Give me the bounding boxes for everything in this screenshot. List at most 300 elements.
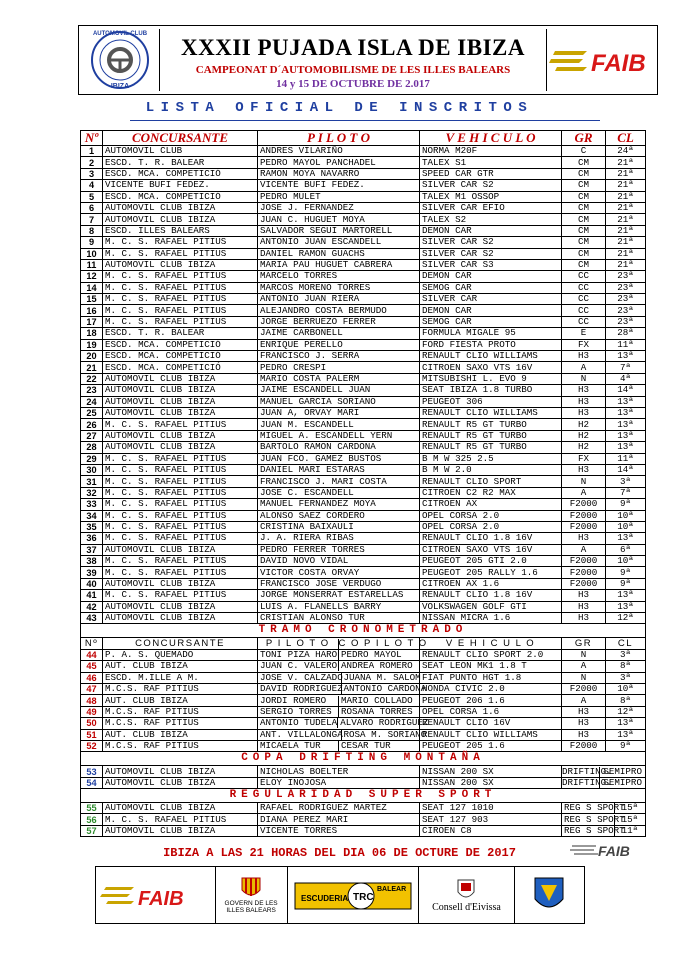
entry-group: H3 [562, 533, 606, 544]
tramo-copiloto: ANTONIO CARDONA [341, 684, 425, 694]
table-row [81, 825, 646, 836]
tramo-copiloto: JUANA M. SALOM [341, 673, 421, 683]
entry-number: 36 [81, 533, 103, 544]
tramo-title: TRAMO CRONOMETRADO [81, 624, 646, 638]
entry-group: F2000 [562, 578, 606, 589]
entry-piloto: MARCOS MORENO TORRES [258, 282, 420, 293]
entry-vehiculo: SEMOG CAR [420, 282, 562, 293]
table-row [81, 225, 646, 236]
entry-piloto: FRANCISCO J. MARI COSTA [258, 476, 420, 487]
entry-number: 22 [81, 373, 103, 384]
entry-vehiculo: CITROEN SAXO VTS 16V [420, 544, 562, 555]
table-row [81, 453, 646, 464]
entry-class: 21ª [606, 157, 646, 168]
entry-number: 11 [81, 259, 103, 270]
entry-vehiculo: SILVER CAR [420, 294, 562, 305]
table-row [81, 339, 646, 350]
entry-class: 13ª [606, 351, 646, 362]
tramo-vehiculo: HONDA CIVIC 2.0 [420, 683, 562, 694]
entry-vehiculo: PEUGEOT 306 [420, 396, 562, 407]
reg-type: REG S SPORT [564, 802, 625, 814]
entry-vehiculo: NORMA M20F [420, 146, 562, 157]
entry-group: H3 [562, 407, 606, 418]
entry-vehiculo: RENAULT CLIO WILLIAMS [420, 351, 562, 362]
col-header-piloto: P I L O T O [258, 131, 420, 146]
entry-class: 4ª [606, 373, 646, 384]
entry-group: F2000 [562, 556, 606, 567]
tramo-class: 3ª [606, 649, 646, 660]
drift-concursante: AUTOMOVIL CLUB IBIZA [103, 777, 258, 788]
entry-group: H2 [562, 430, 606, 441]
entry-vehiculo: SILVER CAR S2 [420, 180, 562, 191]
table-row [81, 180, 646, 191]
reg-class: 15ª [614, 815, 645, 825]
entry-vehiculo: CITROEN AX 1.6 [420, 578, 562, 589]
table-row [81, 328, 646, 339]
entry-vehiculo: SEAT IBIZA 1.8 TURBO [420, 385, 562, 396]
regularidad-body [81, 789, 646, 837]
tramo-group: A [562, 661, 606, 672]
entry-vehiculo: CITROEN C2 R2 MAX [420, 487, 562, 498]
tramo-class: 8ª [606, 695, 646, 706]
entry-vehiculo: MITSUBISHI L. EVO 9 [420, 373, 562, 384]
entry-piloto: RAMON MOYA NAVARRO [258, 168, 420, 179]
entry-group: A [562, 487, 606, 498]
entry-class: 11ª [606, 453, 646, 464]
tramo-piloto: ANT. VILLALONGA [260, 728, 343, 740]
tramo-col-piloto: P I L O T O [265, 637, 330, 649]
tramo-group: H3 [562, 729, 606, 740]
faib-small-logo-text: FAIB [598, 843, 630, 859]
entry-vehiculo: SPEED CAR GTR [420, 168, 562, 179]
entry-piloto: SALVADOR SEGUI MARTORELL [258, 225, 420, 236]
entry-number: 33 [81, 499, 103, 510]
entry-group: CC [562, 271, 606, 282]
tramo-piloto: TONI PIZA HARO [260, 648, 338, 660]
table-row [81, 601, 646, 612]
entry-piloto: MIGUEL A. ESCANDELL YERN [258, 430, 420, 441]
entry-class: 9ª [606, 499, 646, 510]
entry-number: 14 [81, 282, 103, 293]
entry-group: CM [562, 225, 606, 236]
entry-piloto: JOSE J. FERNANDEZ [258, 202, 420, 213]
entry-group: A [562, 362, 606, 373]
entry-piloto: VICENTE BUFI FEDEZ. [258, 180, 420, 191]
entry-piloto: JUAN M. ESCANDELL [258, 419, 420, 430]
entry-class: 13ª [606, 407, 646, 418]
tramo-crew [258, 683, 427, 695]
entry-vehiculo: NISSAN MICRA 1.6 [420, 613, 562, 624]
entry-vehiculo: DEMON CAR [420, 271, 562, 282]
entry-concursante: AUTOMOVIL CLUB IBIZA [103, 613, 258, 624]
tramo-copiloto: PEDRO MAYOL [338, 650, 419, 660]
entry-vehiculo: SILVER CAR S2 [420, 248, 562, 259]
tramo-col-group: GR [562, 638, 606, 649]
entry-class: 13ª [606, 601, 646, 612]
entry-piloto: ALONSO SAEZ CORDERO [258, 510, 420, 521]
tramo-group: H3 [562, 706, 606, 717]
entry-piloto: MARIA PAU HUGUET CABRERA [258, 259, 420, 270]
table-row [81, 464, 646, 475]
entry-concursante: M. C. S. RAFAEL PITIUS [103, 282, 258, 293]
event-dates: 14 y 15 DE OCTUBRE DE 2.017 [276, 78, 430, 90]
table-row [81, 718, 646, 729]
sponsor-trc [288, 867, 419, 923]
entry-group: CC [562, 294, 606, 305]
entry-concursante: M. C. S. RAFAEL PITIUS [103, 419, 258, 430]
entry-piloto: JUAN FCO. GAMEZ BUSTOS [258, 453, 420, 464]
reg-type: REG S SPORT [564, 825, 625, 837]
entry-concursante: M. C. S. RAFAEL PITIUS [103, 521, 258, 532]
table-row [81, 590, 646, 601]
tramo-piloto: JUAN C. VALERO [260, 660, 338, 672]
entry-class: 9ª [606, 567, 646, 578]
tramo-group: N [562, 649, 606, 660]
entry-piloto: JORGE MONSERRAT ESTARELLAS [258, 590, 420, 601]
sponsors-bar [95, 866, 585, 924]
tramo-class: 13ª [606, 718, 646, 729]
entry-number: 7 [81, 214, 103, 225]
tramo-col-copiloto: C O P I L O T O [338, 637, 428, 649]
entry-group: H3 [562, 351, 606, 362]
entry-number: 31 [81, 476, 103, 487]
tramo-group: F2000 [562, 683, 606, 694]
entry-number: 21 [81, 362, 103, 373]
entry-piloto: ANTONIO JUAN ESCANDELL [258, 237, 420, 248]
drifting-title: COPA DRIFTING MONTAÑA [81, 752, 646, 766]
tramo-copiloto: CESAR TUR [338, 741, 419, 751]
table-row [81, 237, 646, 248]
entry-concursante: M. C. S. RAFAEL PITIUS [103, 476, 258, 487]
entry-concursante: M. C. S. RAFAEL PITIUS [103, 316, 258, 327]
entry-concursante: VICENTE BUFI FEDEZ. [103, 180, 258, 191]
table-row [81, 613, 646, 624]
tramo-vehiculo: RENAULT CLIO SPORT 2.0 [420, 649, 562, 660]
entry-class: 13ª [606, 419, 646, 430]
sponsor-govern [216, 867, 288, 923]
reg-category [562, 825, 646, 836]
entry-class: 10ª [606, 510, 646, 521]
entry-number: 9 [81, 237, 103, 248]
entry-vehiculo: RENAULT R5 GT TURBO [420, 430, 562, 441]
table-row [81, 476, 646, 487]
entry-class: 21ª [606, 237, 646, 248]
tramo-concursante: M.C.S. RAF PITIUS [103, 718, 258, 729]
entry-vehiculo: TALEX S1 [420, 157, 562, 168]
tramo-class: 8ª [606, 661, 646, 672]
table-row [81, 259, 646, 270]
entry-number: 1 [81, 146, 103, 157]
entry-number: 40 [81, 578, 103, 589]
table-row [81, 683, 646, 694]
consell-shield-icon [456, 878, 476, 902]
entry-concursante: ESCD. T. R. BALEAR [103, 328, 258, 339]
entry-vehiculo: B M W 2.0 [420, 464, 562, 475]
entry-number: 43 [81, 613, 103, 624]
entry-class: 12ª [606, 613, 646, 624]
entry-piloto: ENRIQUE PERELLO [258, 339, 420, 350]
entry-class: 23ª [606, 305, 646, 316]
entry-number: 37 [81, 544, 103, 555]
entry-concursante: ESCD. ILLES BALEARS [103, 225, 258, 236]
table-row [81, 578, 646, 589]
entry-group: H2 [562, 419, 606, 430]
table-row [81, 396, 646, 407]
entry-class: 7ª [606, 487, 646, 498]
entry-vehiculo: CITROEN AX [420, 499, 562, 510]
entry-class: 23ª [606, 282, 646, 293]
tramo-class: 9ª [606, 740, 646, 751]
entry-vehiculo: DEMON CAR [420, 305, 562, 316]
entry-concursante: AUTOMOVIL CLUB IBIZA [103, 578, 258, 589]
drifting-section-header [81, 752, 646, 766]
entry-concursante: M. C. S. RAFAEL PITIUS [103, 453, 258, 464]
tramo-copiloto: ALVARO RODRIGUEZ [337, 718, 421, 728]
govern-shield-icon [240, 876, 262, 900]
entry-class: 21ª [606, 248, 646, 259]
entry-class: 14ª [606, 464, 646, 475]
entry-vehiculo: SILVER CAR S2 [420, 237, 562, 248]
entry-vehiculo: RENAULT CLIO WILLIAMS [420, 407, 562, 418]
entry-piloto: CRISTINA BAIXAULI [258, 521, 420, 532]
tramo-concursante: P. A. S. QUEMADO [103, 649, 258, 660]
entry-concursante: M. C. S. RAFAEL PITIUS [103, 556, 258, 567]
entry-piloto: MARIO COSTA PALERM [258, 373, 420, 384]
drift-piloto: NICHOLAS BOELTER [258, 766, 420, 777]
entry-piloto: BARTOLO RAMON CARDONA [258, 442, 420, 453]
entry-class: 13ª [606, 533, 646, 544]
entry-group: CM [562, 248, 606, 259]
entry-piloto: DANIEL RAMON GUACHS [258, 248, 420, 259]
entry-vehiculo: PEUGEOT 205 RALLY 1.6 [420, 567, 562, 578]
entry-group: CM [562, 180, 606, 191]
entry-concursante: AUTOMOVIL CLUB IBIZA [103, 544, 258, 555]
entry-concursante: AUTOMOVIL CLUB IBIZA [103, 396, 258, 407]
faib-logo [546, 29, 657, 91]
tramo-piloto: SERGIO TORRES [260, 705, 332, 717]
tramo-concursante: AUT. CLUB IBIZA [103, 695, 258, 706]
entry-class: 13ª [606, 396, 646, 407]
table-row [81, 385, 646, 396]
entries-table [80, 130, 646, 837]
entry-class: 14ª [606, 385, 646, 396]
entry-group: FX [562, 339, 606, 350]
entry-vehiculo: SILVER CAR S3 [420, 259, 562, 270]
col-header-concursante: CONCURSANTE [103, 131, 258, 146]
entry-number: 17 [81, 316, 103, 327]
entry-number: 18 [81, 328, 103, 339]
entry-class: 28ª [606, 328, 646, 339]
entry-group: N [562, 476, 606, 487]
entry-group: C [562, 146, 606, 157]
entry-concursante: ESCD. MCA. COMPETICIÓ [103, 351, 258, 362]
entry-group: F2000 [562, 567, 606, 578]
entry-piloto: ANDRES VILARIÑO [258, 146, 420, 157]
entry-number: 27 [81, 430, 103, 441]
entry-group: A [562, 544, 606, 555]
championship-subtitle: CAMPEONAT D´AUTOMOBILISME DE LES ILLES BALEARS [195, 64, 511, 76]
entry-concursante: M. C. S. RAFAEL PITIUS [103, 567, 258, 578]
tramo-group: H3 [562, 718, 606, 729]
reg-piloto: VICENTE TORRES [258, 825, 420, 836]
entry-group: F2000 [562, 510, 606, 521]
entry-class: 3ª [606, 476, 646, 487]
entry-group: CM [562, 214, 606, 225]
entry-class: 21ª [606, 180, 646, 191]
entry-group: CC [562, 316, 606, 327]
tramo-concursante: M.C.S. RAF PITIUS [103, 740, 258, 751]
drift-piloto: ELOY INOJOSA [258, 777, 420, 788]
tramo-number: 45 [81, 661, 103, 672]
entry-number: 32 [81, 487, 103, 498]
table-row [81, 544, 646, 555]
entry-concursante: ESCD. MCA. COMPETICIÓ [103, 168, 258, 179]
tramo-concursante: AUT. CLUB IBIZA [103, 661, 258, 672]
entry-group: CM [562, 168, 606, 179]
reg-piloto: DIANA PEREZ MARI [258, 814, 420, 825]
list-title: LISTA OFICIAL DE INSCRITOS [145, 100, 534, 116]
entry-piloto: DAVID NOVO VIDAL [258, 556, 420, 567]
drift-type: DRIFTING. [562, 765, 612, 777]
svg-text:BALEAR: BALEAR [376, 886, 407, 893]
svg-text:TRC: TRC [352, 892, 374, 903]
header-box [78, 25, 658, 95]
reg-type: REG S SPORT [564, 813, 625, 825]
tramo-number: 50 [81, 718, 103, 729]
entry-class: 24ª [606, 146, 646, 157]
drift-concursante: AUTOMOVIL CLUB IBIZA [103, 766, 258, 777]
table-row [81, 271, 646, 282]
entry-piloto: JAIME CARBONELL [258, 328, 420, 339]
entry-concursante: AUTOMOVIL CLUB [103, 146, 258, 157]
entry-group: CC [562, 305, 606, 316]
entry-class: 21ª [606, 225, 646, 236]
entry-concursante: M. C. S. RAFAEL PITIUS [103, 533, 258, 544]
entry-class: 6ª [606, 544, 646, 555]
entry-group: H3 [562, 464, 606, 475]
table-row [81, 362, 646, 373]
reg-piloto: RAFAEL RODRIGUEZ MARTEZ [258, 803, 420, 814]
entry-concursante: ESCD. MCA. COMPETICIÓ [103, 362, 258, 373]
tramo-class: 12ª [606, 706, 646, 717]
entry-number: 35 [81, 521, 103, 532]
entry-concursante: ESCD. T. R. BALEAR [103, 157, 258, 168]
tramo-col-number: Nº [81, 638, 103, 649]
entry-concursante: ESCD. MCA. COMPETICIÓ [103, 191, 258, 202]
entry-vehiculo: RENAULT R5 GT TURBO [420, 442, 562, 453]
drift-level: SEMIPRO [599, 767, 645, 777]
entry-group: CM [562, 202, 606, 213]
col-header-group: GR [562, 131, 606, 146]
entry-class: 7ª [606, 362, 646, 373]
entry-number: 20 [81, 351, 103, 362]
entry-vehiculo: OPEL CORSA 2.0 [420, 510, 562, 521]
drifting-body [81, 752, 646, 789]
tramo-crew [258, 706, 420, 717]
entry-class: 13ª [606, 442, 646, 453]
entry-piloto: JUAN A, ORVAY MARI [258, 407, 420, 418]
tramo-copiloto: ANDREA ROMERO [338, 661, 419, 671]
entry-concursante: AUTOMOVIL CLUB IBIZA [103, 601, 258, 612]
entry-piloto: JORGE BERRUEZO FERRER [258, 316, 420, 327]
entry-piloto: FRANCISCO J. SERRA [258, 351, 420, 362]
entry-vehiculo: FORD FIESTA PROTO [420, 339, 562, 350]
entry-vehiculo: SILVER CAR EFIO [420, 202, 562, 213]
table-row [81, 407, 646, 418]
reg-number: 57 [81, 825, 103, 836]
reg-category [562, 803, 646, 814]
table-row [81, 740, 646, 751]
entry-concursante: AUTOMOVIL CLUB IBIZA [103, 430, 258, 441]
entry-number: 8 [81, 225, 103, 236]
table-row [81, 567, 646, 578]
entry-vehiculo: RENAULT CLIO 1.8 16V [420, 533, 562, 544]
entry-class: 23ª [606, 294, 646, 305]
entry-number: 38 [81, 556, 103, 567]
table-row [81, 316, 646, 327]
tramo-header-row [81, 638, 646, 649]
entry-concursante: AUTOMOVIL CLUB IBIZA [103, 385, 258, 396]
table-row [81, 191, 646, 202]
entry-class: 21ª [606, 168, 646, 179]
entry-vehiculo: TALEX S2 [420, 214, 562, 225]
entry-group: CM [562, 157, 606, 168]
drift-category [562, 766, 646, 777]
tramo-copiloto: ROSA M. SORIANO [341, 730, 425, 740]
tramo-concursante: AUT. CLUB IBIZA [103, 729, 258, 740]
table-row [81, 729, 646, 740]
entry-number: 25 [81, 407, 103, 418]
tramo-group: A [562, 695, 606, 706]
entry-piloto: J. A. RIERA RIBAS [258, 533, 420, 544]
entry-concursante: AUTOMOVIL CLUB IBIZA [103, 373, 258, 384]
entry-number: 19 [81, 339, 103, 350]
entry-number: 26 [81, 419, 103, 430]
drift-number: 53 [81, 766, 103, 777]
entry-group: E [562, 328, 606, 339]
entry-group: F2000 [562, 521, 606, 532]
entry-piloto: ANTONIO JUAN RIERA [258, 294, 420, 305]
table-row [81, 305, 646, 316]
reg-number: 56 [81, 814, 103, 825]
entry-concursante: AUTOMOVIL CLUB IBIZA [103, 202, 258, 213]
table-row [81, 533, 646, 544]
entry-class: 10ª [606, 556, 646, 567]
tramo-class: 3ª [606, 672, 646, 683]
entry-group: H2 [562, 442, 606, 453]
entry-vehiculo: TALEX M1 OSSOP [420, 191, 562, 202]
entry-concursante: M. C. S. RAFAEL PITIUS [103, 248, 258, 259]
entry-group: CC [562, 282, 606, 293]
col-header-class: CL [606, 131, 646, 146]
drift-vehiculo: NISSAN 200 SX [420, 777, 562, 788]
entry-vehiculo: VOLKSWAGEN GOLF GTI [420, 601, 562, 612]
automovil-club-logo [81, 29, 160, 91]
table-row [81, 706, 646, 717]
entry-class: 21ª [606, 259, 646, 270]
table-row [81, 214, 646, 225]
table-row [81, 814, 646, 825]
entry-number: 10 [81, 248, 103, 259]
entry-concursante: M. C. S. RAFAEL PITIUS [103, 499, 258, 510]
entry-number: 15 [81, 294, 103, 305]
entry-concursante: AUTOMOVIL CLUB IBIZA [103, 442, 258, 453]
tramo-crew [258, 740, 420, 751]
tramo-crew [258, 695, 420, 706]
entry-number: 28 [81, 442, 103, 453]
reg-vehiculo: SEAT 127 1010 [420, 803, 562, 814]
reg-concursante: AUTOMOVIL CLUB IBIZA [103, 803, 258, 814]
